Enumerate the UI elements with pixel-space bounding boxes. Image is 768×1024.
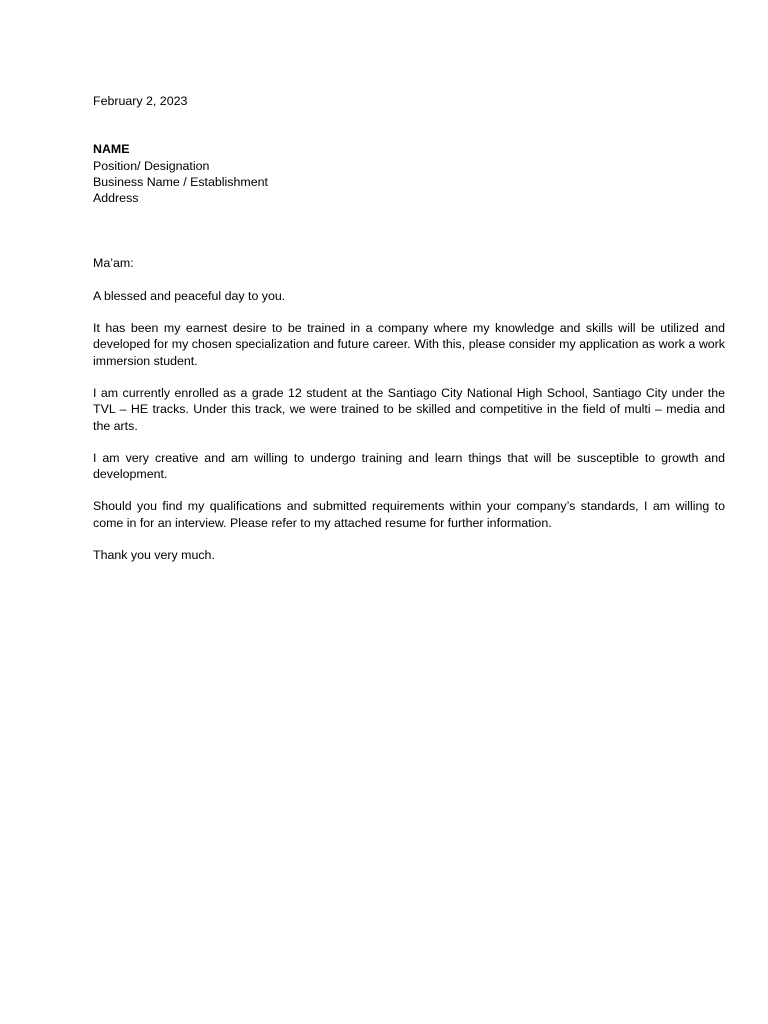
letter-date: February 2, 2023 bbox=[93, 94, 188, 108]
letter-body bbox=[93, 93, 725, 579]
greeting-paragraph: A blessed and peaceful day to you. bbox=[93, 288, 286, 303]
recipient-business: Business Name / Establishment bbox=[93, 174, 268, 189]
salutation: Ma’am: bbox=[93, 256, 134, 271]
recipient-block bbox=[93, 141, 725, 206]
recipient-address: Address bbox=[93, 191, 139, 206]
interview-paragraph: Should you find my qualifications and submitted requirements within your company’s standards, I am willing to come in for an interview. Please refer to my attached resume for further information. bbox=[93, 499, 725, 530]
enrollment-paragraph: I am currently enrolled as a grade 12 student at the Santiago City National High School, Santiago City under the TVL – HE tracks. Under this track, we were trained to be skilled and competitive in the field of multi – media and the arts. bbox=[93, 385, 725, 433]
recipient-name: NAME bbox=[93, 142, 130, 157]
recipient-position: Position/ Designation bbox=[93, 158, 210, 173]
desire-paragraph: It has been my earnest desire to be trained in a company where my knowledge and skills will be utilized and developed for my chosen specialization and future career. With this, please consider my application as work a work immersion student. bbox=[93, 321, 725, 368]
creativity-paragraph: I am very creative and am willing to undergo training and learn things that will be susceptible to growth and development. bbox=[93, 450, 725, 482]
closing-line: Thank you very much. bbox=[93, 548, 215, 563]
